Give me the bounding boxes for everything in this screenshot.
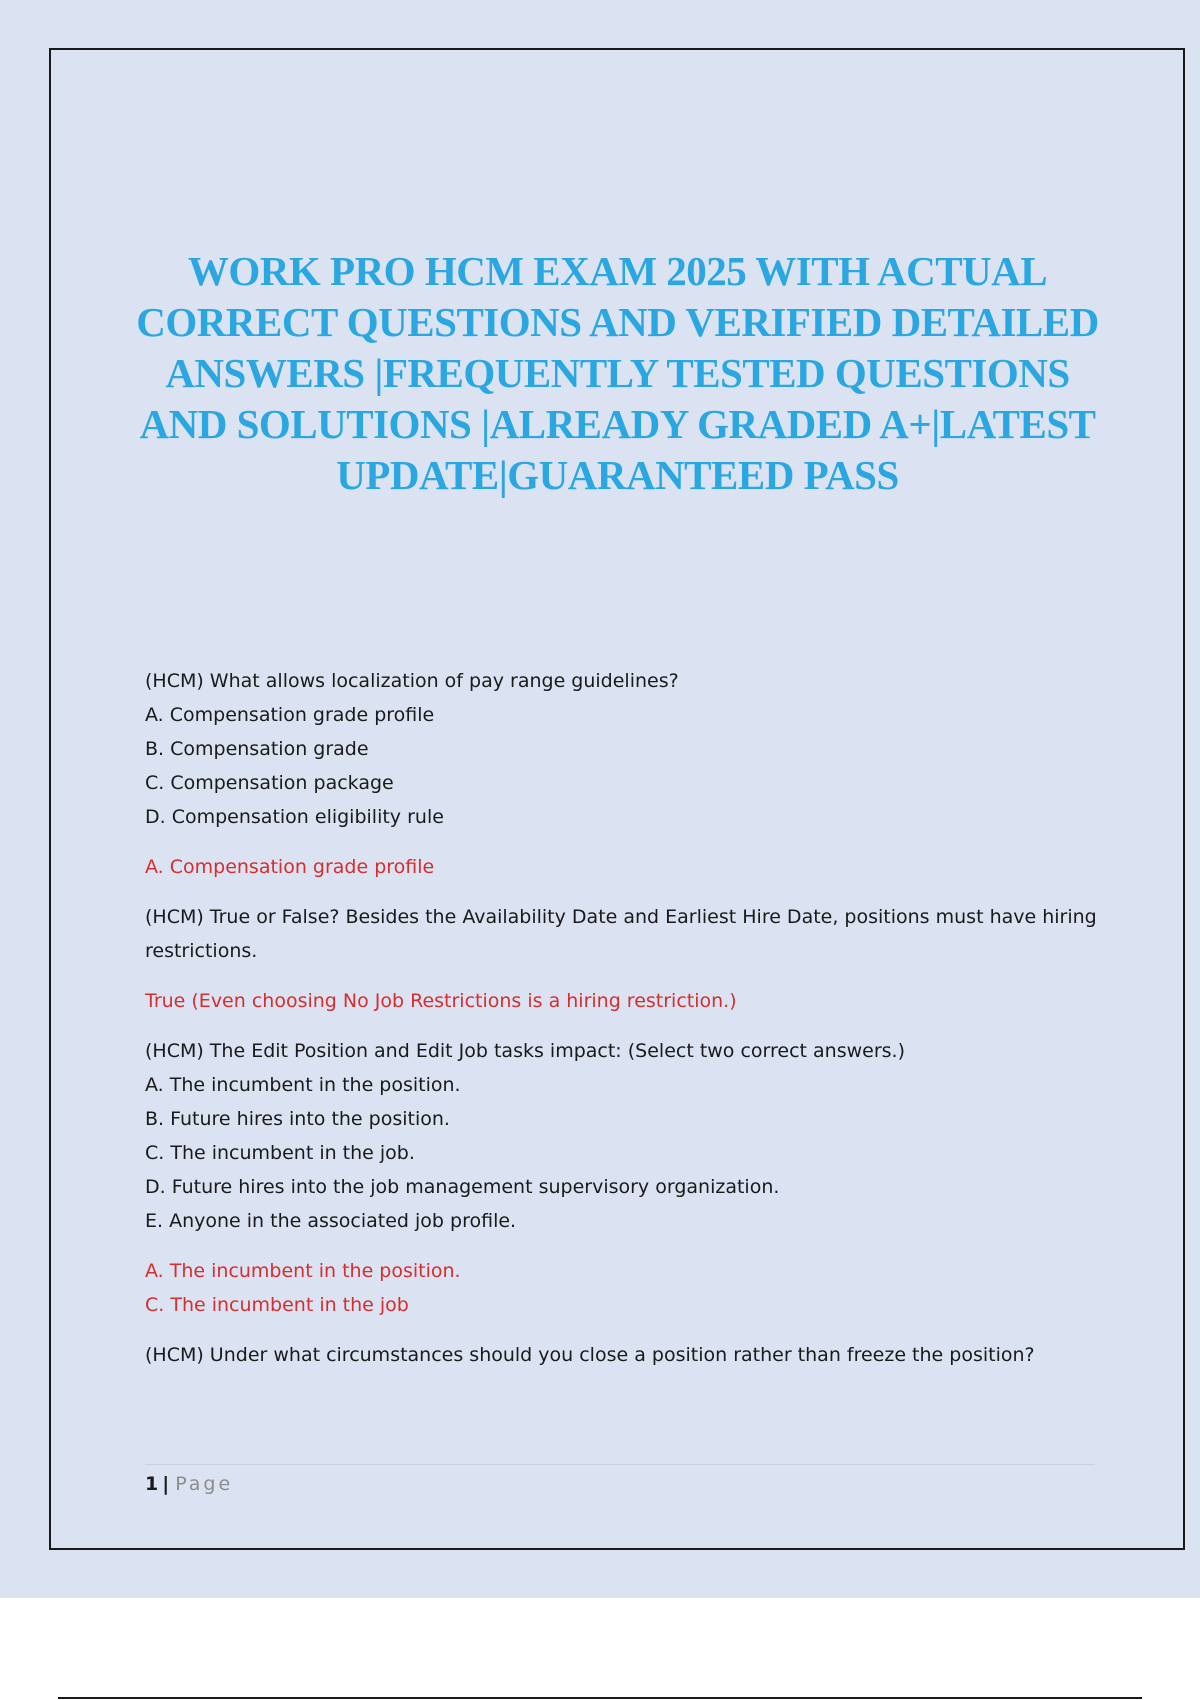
document-title: WORK PRO HCM EXAM 2025 WITH ACTUAL CORRECT QUESTIONS AND VERIFIED DETAILED ANSWERS |FREQUENTLY TESTED QUESTIONS AND SOLUTIONS |ALREADY GRADED A+|LATEST UPDATE|GUARANTEED PASS <box>136 248 1099 498</box>
question-1-option-b: B. Compensation grade <box>145 738 369 760</box>
question-3-option-c: C. The incumbent in the job. <box>145 1142 415 1164</box>
footer-separator: | <box>162 1473 170 1495</box>
page-label: Page <box>175 1473 234 1495</box>
question-2-answer: True (Even choosing No Job Restrictions is a hiring restriction.) <box>145 990 737 1012</box>
question-1-option-a: A. Compensation grade profile <box>145 704 435 726</box>
question-4: (HCM) Under what circumstances should you close a position rather than freeze the position? <box>145 1344 1035 1366</box>
question-3-option-e: E. Anyone in the associated job profile. <box>145 1210 517 1232</box>
next-page-top-rule <box>58 1697 1142 1699</box>
page-number: 1 <box>145 1473 159 1495</box>
footer-divider <box>145 1464 1095 1465</box>
page-footer <box>145 1470 233 1498</box>
question-1: (HCM) What allows localization of pay range guidelines? <box>145 670 679 692</box>
question-3-answer-1: A. The incumbent in the position. <box>145 1260 461 1282</box>
question-3-answer-2: C. The incumbent in the job <box>145 1294 409 1316</box>
question-3-option-b: B. Future hires into the position. <box>145 1108 450 1130</box>
question-1-answer: A. Compensation grade profile <box>145 856 435 878</box>
question-3: (HCM) The Edit Position and Edit Job tasks impact: (Select two correct answers.) <box>145 1040 906 1062</box>
question-1-option-c: C. Compensation package <box>145 772 394 794</box>
question-1-option-d: D. Compensation eligibility rule <box>145 806 444 828</box>
question-3-option-a: A. The incumbent in the position. <box>145 1074 461 1096</box>
document-body <box>145 664 1105 1372</box>
question-3-option-d: D. Future hires into the job management supervisory organization. <box>145 1176 780 1198</box>
question-2: (HCM) True or False? Besides the Availability Date and Earliest Hire Date, positions must have hiring restrictions. <box>145 906 1097 962</box>
